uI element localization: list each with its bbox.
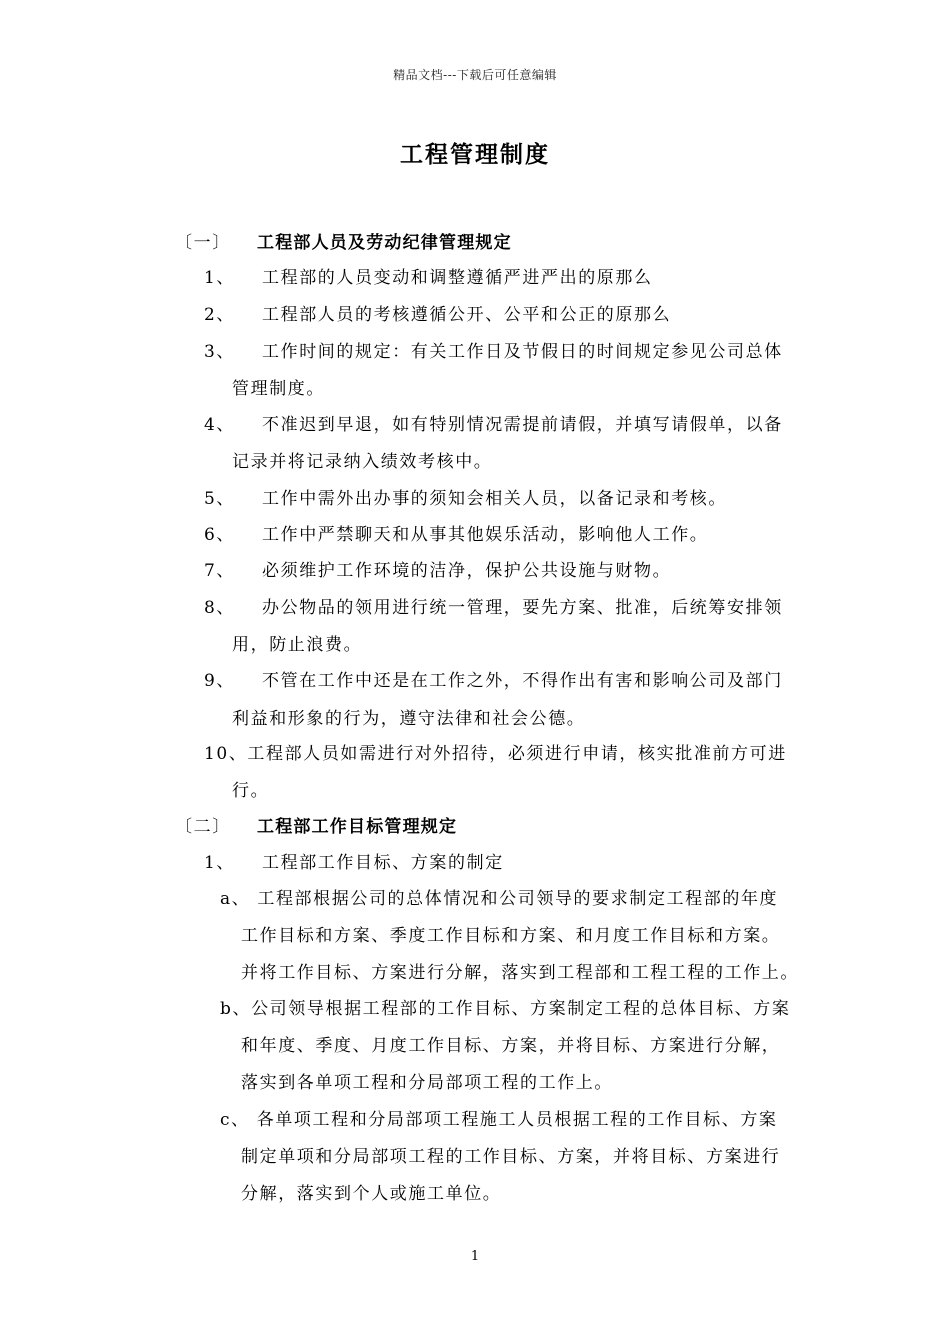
item-number: 5、 <box>204 489 236 509</box>
item-text: 工程部人员的考核遵循公开、公平和公正的原那么 <box>262 305 672 325</box>
list-item <box>204 848 504 873</box>
section-2-number: 〔二〕 <box>175 817 231 837</box>
section-2-title: 工程部工作目标管理规定 <box>257 817 458 837</box>
sub-item-c: c、 各单项工程和分局部项工程施工人员根据工程的工作目标、方案 <box>220 1110 778 1130</box>
page-header: 精品文档---下载后可任意编辑 <box>393 68 557 82</box>
item-continuation: 用，防止浪费。 <box>232 635 363 655</box>
item-continuation: 记录并将记录纳入绩效考核中。 <box>232 452 493 472</box>
section-1-heading <box>175 228 512 253</box>
section-2-heading <box>175 812 457 837</box>
sub-item-continuation: 并将工作目标、方案进行分解，落实到工程部和工程工程的工作上。 <box>241 963 799 983</box>
sub-item-a: a、 工程部根据公司的总体情况和公司领导的要求制定工程部的年度 <box>220 889 779 909</box>
item-text: 必须维护工作环境的洁净，保护公共设施与财物。 <box>262 561 672 581</box>
list-item <box>204 593 783 618</box>
list-item <box>204 410 783 435</box>
item-text: 工作中严禁聊天和从事其他娱乐活动，影响他人工作。 <box>262 525 709 545</box>
item-number: 1、 <box>204 268 236 288</box>
item-text: 工作时间的规定：有关工作日及节假日的时间规定参见公司总体 <box>262 342 783 362</box>
list-item <box>204 484 727 509</box>
section-1-title: 工程部人员及劳动纪律管理规定 <box>257 233 512 253</box>
sub-item-continuation: 和年度、季度、月度工作目标、方案，并将目标、方案进行分解， <box>241 1036 781 1056</box>
section-1-number: 〔一〕 <box>175 233 231 253</box>
item-text: 工程部的人员变动和调整遵循严进严出的原那么 <box>262 268 653 288</box>
list-item: 10、工程部人员如需进行对外招待，必须进行申请，核实批准前方可进 <box>204 744 787 764</box>
document-title: 工程管理制度 <box>400 141 550 168</box>
item-text: 工作中需外出办事的须知会相关人员，以备记录和考核。 <box>262 489 727 509</box>
sub-item-continuation: 分解，落实到个人或施工单位。 <box>241 1184 502 1204</box>
item-number: 8、 <box>204 598 236 618</box>
sub-item-b: b、公司领导根据工程部的工作目标、方案制定工程的总体目标、方案 <box>220 999 791 1019</box>
item-text: 办公物品的领用进行统一管理，要先方案、批准，后统筹安排领 <box>262 598 783 618</box>
page-number: 1 <box>470 1249 480 1264</box>
item-number: 1、 <box>204 853 236 873</box>
list-item <box>204 520 708 545</box>
list-item <box>204 556 671 581</box>
sub-item-continuation: 制定单项和分局部项工程的工作目标、方案，并将目标、方案进行 <box>241 1147 781 1167</box>
item-text: 不管在工作中还是在工作之外，不得作出有害和影响公司及部门 <box>262 671 783 691</box>
item-number: 3、 <box>204 342 236 362</box>
item-number: 4、 <box>204 415 236 435</box>
list-item <box>204 337 783 362</box>
list-item <box>204 263 653 288</box>
sub-item-continuation: 工作目标和方案、季度工作目标和方案、和月度工作目标和方案。 <box>241 926 781 946</box>
list-item <box>204 666 783 691</box>
item-continuation: 管理制度。 <box>232 379 325 399</box>
item-text: 不准迟到早退，如有特别情况需提前请假，并填写请假单，以备 <box>262 415 783 435</box>
item-number: 2、 <box>204 305 236 325</box>
item-number: 6、 <box>204 525 236 545</box>
item-continuation: 行。 <box>232 781 270 801</box>
list-item <box>204 300 671 325</box>
item-number: 7、 <box>204 561 236 581</box>
item-text: 工程部工作目标、方案的制定 <box>262 853 504 873</box>
sub-item-continuation: 落实到各单项工程和分局部项工程的工作上。 <box>241 1073 613 1093</box>
item-continuation: 利益和形象的行为，遵守法律和社会公德。 <box>232 709 586 729</box>
item-number: 9、 <box>204 671 236 691</box>
